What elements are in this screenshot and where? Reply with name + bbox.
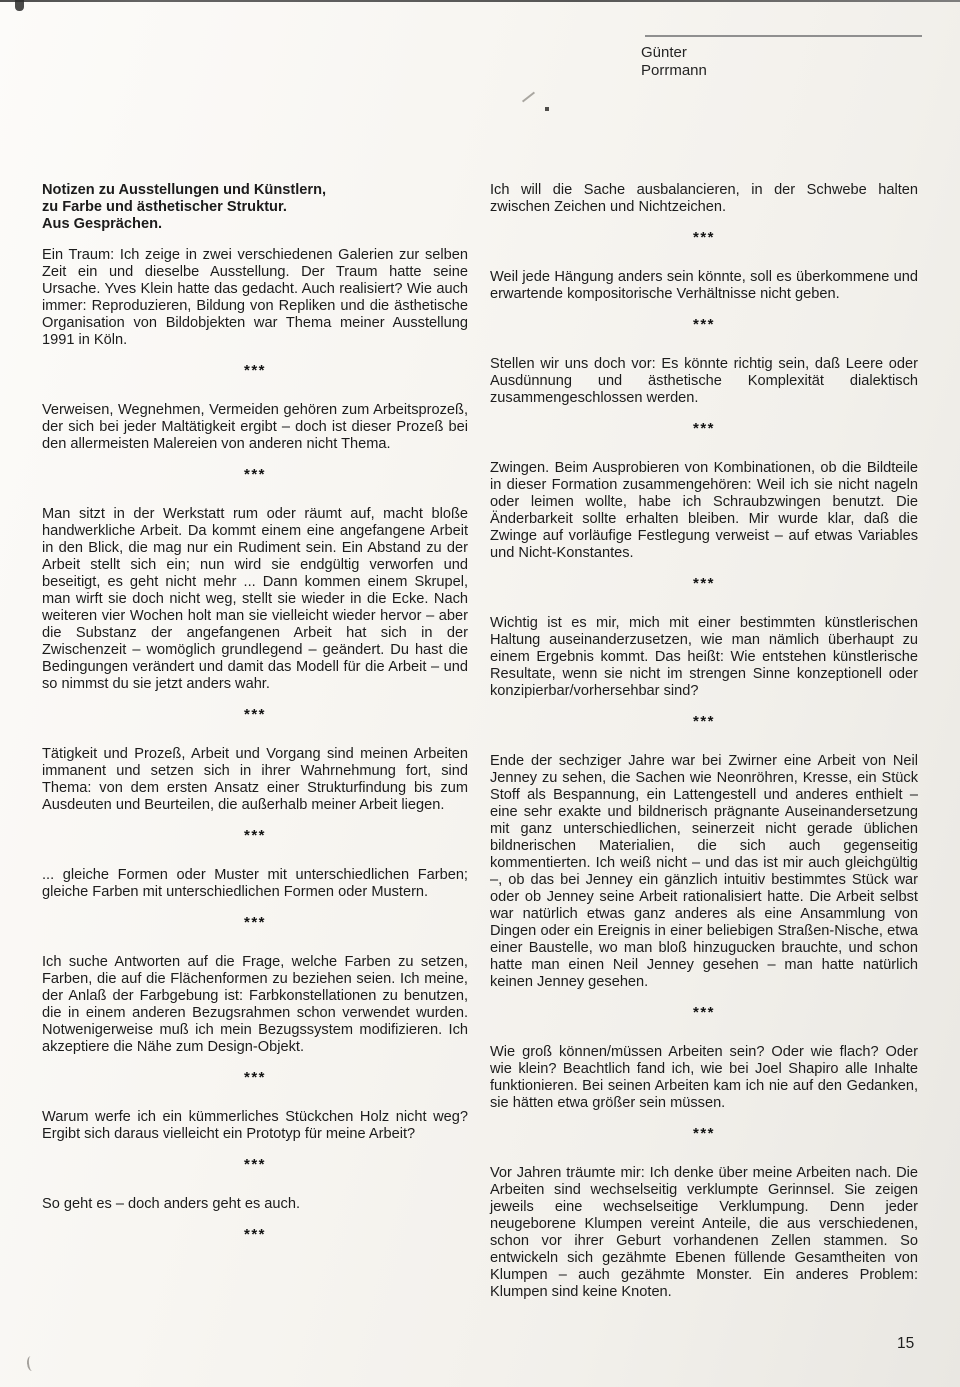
section-separator: *** [243,1069,266,1086]
title-line-2: zu Farbe und ästhetischer Struktur. [42,199,287,215]
title-line-1: Notizen zu Ausstellungen und Künstlern, [42,182,327,198]
paragraph: Ein Traum: Ich zeige in zwei verschiedenen Galerien zur selben Zeit ein und dieselbe Ausstellung. Der Traum hatte seine Ursache. Yves Klein hatte das gedacht. Auch realisiert? Wie auch immer: Reproduzieren, Bildung von Repliken und die ästhetische Organisation von Bildobjekten war Thema meiner Ausstellung 1991 in Köln. [42,247,468,348]
header-rule [645,35,922,37]
section-separator: *** [243,362,266,379]
author-name [641,44,707,79]
section-separator: *** [692,420,715,437]
section-separator: *** [243,1156,266,1173]
paragraph: Zwingen. Beim Ausprobieren von Kombinationen, ob die Bildteile in dieser Formation zusammengehören: Weil ich sie nicht nageln oder leimen wollte, habe ich Schraubzwingen benutzt. Die Änderbarkeit sollte erhalten bleiben. Mir wurde klar, daß die Zwinge auf vorläufige Festlegung verweist – auf etwas Variables und Nicht-Konstantes. [490,460,918,561]
paragraph: Ich will die Sache ausbalancieren, in der Schwebe halten zwischen Zeichen und Nichtzeichen. [490,182,918,215]
paragraph: So geht es – doch anders geht es auch. [42,1196,301,1212]
paragraph: ... gleiche Formen oder Muster mit unterschiedlichen Farben; gleiche Farben mit unterschiedlichen Formen oder Mustern. [42,867,468,900]
paragraph: Ende der sechziger Jahre war bei Zwirner eine Arbeit von Neil Jenney zu sehen, die Sachen wie Neonröhren, Kresse, ein Stück Stoff als Bespannung, ein Lattengestell und anderes enthielt – eine sehr exakte und bildnerisch prägnante Auseinandersetzung mit ganz unterschiedlichen, seinerzeit nicht gerade üblichen bildnerischen Materialien, die sich auch gegenseitig kommentierten. Ich weiß nicht – und das ist mir auch gleichgültig –, ob das bei Jenney ein gänzlich intuitiv bestimmtes Stück war oder ob Jenney seine Arbeit rationalisiert hatte. Die Arbeit selbst war natürlich etwas ganz anderes als eine Ansammlung von Dingen oder ein Ereignis in einer beliebigen Straßen-Nische, etwa einer Baustelle, wo man bloß hinzugucken brauchte, und schon hatte man einen Neil Jenney gesehen – man hatte natürlich keinen Jenney gesehen. [490,753,918,990]
section-separator: *** [243,1226,266,1243]
paragraph: Tätigkeit und Prozeß, Arbeit und Vorgang sind meinen Arbeiten immanent und setzen sich in ihrer Wahrnehmung fort, sind Thema: von dem ersten Ansatz einer Strukturfindung bis zum Ausdeuten und Beurteilen, die außerhalb meiner Arbeit liegen. [42,746,468,813]
left-column [42,182,468,1266]
right-column [490,182,918,1301]
title-line-3: Aus Gesprächen. [42,216,163,232]
section-separator: *** [243,914,266,931]
paragraph: Warum werfe ich ein kümmerliches Stückchen Holz nicht weg? Ergibt sich daraus vielleicht ein Prototyp für meine Arbeit? [42,1109,468,1142]
paragraph: Vor Jahren träumte mir: Ich denke über meine Arbeiten nach. Die Arbeiten sind wechselseitig verklumpte Gerinnsel. Sie zeigen jeweils eine wechselseitige Verklumpung. Denn jeder neugeborene Klumpen vereint Anteile, die aus verschiedenen, schon vor ihrer Geburt vorhandenen Zellen stammen. So entwickeln sich gezähmte Ebenen füllende Gesamtheiten von Klumpen – auch gezähmte Monster. Ein anderes Problem: Klumpen sind keine Knoten. [490,1165,918,1300]
paragraph: Verweisen, Wegnehmen, Vermeiden gehören zum Arbeitsprozeß, der sich bei jeder Maltätigkeit ergibt – doch ist dieser Prozeß bei den allermeisten Malereien von anderen nicht Thema. [42,402,468,452]
page-number: 15 [897,1335,915,1352]
document-title [42,182,468,233]
author-first-name: Günter [641,44,687,61]
scan-paren-artifact [26,1356,37,1372]
scan-dot-artifact [545,107,549,111]
paragraph: Ich suche Antworten auf die Frage, welche Farben zu setzen, Farben, die auf die Flächenformen zu beziehen seien. Ich meine, der Anlaß der Farbgebung ist: Farbkonstellationen zu benutzen, die in einem anderen Bezugsrahmen schon verwendet wurden. Notwenigerweise muß ich mein Bezugssystem modifizieren. Ich akzeptiere die Nähe zum Design-Objekt. [42,954,468,1055]
scan-notch-artifact [15,0,24,11]
section-separator: *** [243,706,266,723]
scan-edge-artifact [0,0,960,2]
section-separator: *** [692,316,715,333]
paragraph: Wie groß können/müssen Arbeiten sein? Oder wie flach? Oder wie klein? Beachtlich fand ich, wie bei Joel Shapiro alle Inhalte funktionieren. Bei seinen Arbeiten kam ich nie auf den Gedanken, sie hätten etwa größer sein müssen. [490,1044,918,1111]
section-separator: *** [692,229,715,246]
paragraph: Stellen wir uns doch vor: Es könnte richtig sein, daß Leere oder Ausdünnung und ästhetische Komplexität dialektisch zusammengeschlossen werden. [490,356,918,406]
section-separator: *** [692,1004,715,1021]
section-separator: *** [692,1125,715,1142]
paragraph: Weil jede Hängung anders sein könnte, soll es überkommene und erwartende kompositorische Verhältnisse nicht geben. [490,269,918,302]
section-separator: *** [243,827,266,844]
section-separator: *** [692,713,715,730]
paragraph: Wichtig ist es mir, mich mit einer bestimmten künstlerischen Haltung auseinanderzusetzen, wie man nämlich überhaupt zu einem Ergebnis kommt. Das heißt: Wie entstehen künstlerische Resultate, wenn sie nicht im strengen Sinne konzeptionell oder konzipierbar/vorhersehbar sind? [490,615,918,699]
author-last-name: Porrmann [641,61,707,79]
section-separator: *** [243,466,266,483]
scan-slash-artifact [522,92,535,103]
section-separator: *** [692,575,715,592]
paragraph: Man sitzt in der Werkstatt rum oder räumt auf, macht bloße handwerkliche Arbeit. Da kommt einem eine angefangene Arbeit in den Blick, die mag nur ein Rudiment sein. Ein Abstand zu der Arbeit stellt sich ein; nun wird sie endgültig verworfen und beseitigt, es geht nicht mehr ... Dann kommen einem Skrupel, man wirft sie doch nicht weg, stellt sie wieder in die Ecke. Nach weiteren vier Wochen holt man sie vielleicht wieder hervor – aber die Substanz der angefangenen Arbeit hat sich in der Zwischenzeit – womöglich grundlegend – geändert. Du hast die Bedingungen verändert und damit das Modell für die Arbeit – und so nimmst du sie jetzt anders wahr. [42,506,468,692]
